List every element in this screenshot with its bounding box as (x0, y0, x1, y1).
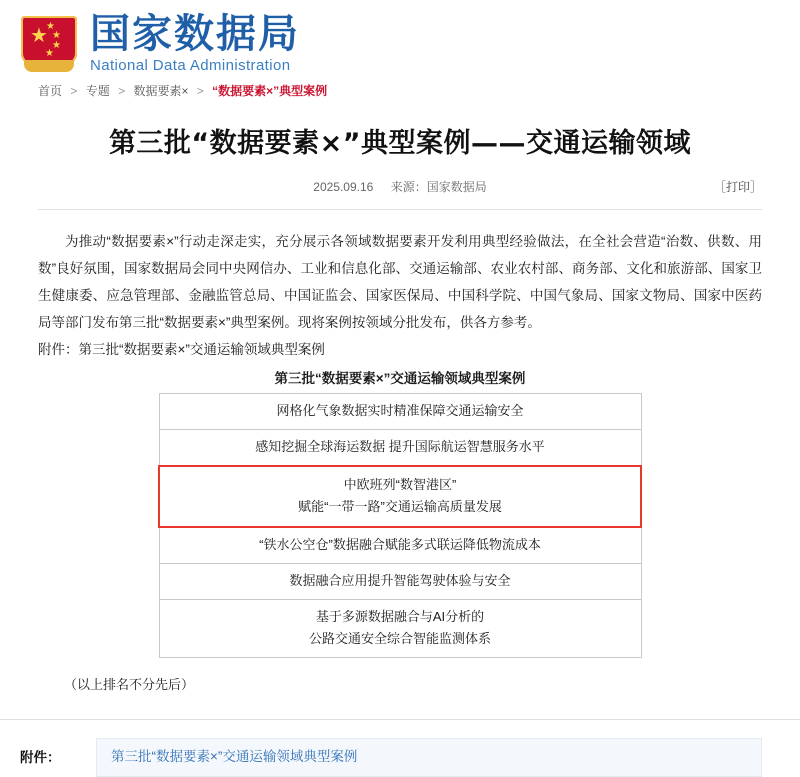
table-cell-case-6 (159, 599, 641, 658)
table-row (159, 394, 641, 430)
table-row (159, 563, 641, 599)
attachment-file[interactable] (96, 738, 762, 777)
article (0, 121, 800, 693)
table-cell-case-3-line-1: 中欧班列“数智港区” (343, 476, 457, 492)
table-cell-case-3 (159, 466, 641, 528)
site-name-en: National Data Administration (90, 56, 291, 74)
header-divider (38, 209, 762, 210)
breadcrumb-item-topic[interactable]: 专题 (85, 84, 110, 98)
breadcrumb (0, 78, 800, 107)
site-brand (90, 10, 300, 74)
breadcrumb-separator: > (118, 84, 126, 98)
article-body (38, 228, 762, 363)
table-cell-case-2: 感知挖掘全球海运数据 提升国际航运智慧服务水平 (159, 429, 641, 465)
article-paragraph: 为推动“数据要素×”行动走深走实，充分展示各领域数据要素开发利用典型经验做法，在全社会营造“治数、供数、用数”良好氛围，国家数据局会同中央网信办、工业和信息化部、交通运输部、农业农村部、商务部、文化和旅游部、国家卫生健康委、应急管理部、金融监管总局、中国证监会、国家医保局、中国科学院、中国气象局、国家文物局、国家中医药局等部门发布第三批“数据要素×”典型案例。现将案例按领域分批发布，供各方参考。 (38, 234, 762, 330)
table-row (159, 599, 641, 658)
article-meta (38, 178, 762, 195)
breadcrumb-item-home[interactable]: 首页 (38, 84, 63, 98)
print-button[interactable]: ［打印］ (713, 180, 762, 194)
table-row (159, 527, 641, 563)
table-row (159, 429, 641, 465)
publish-date: 2025.09.16 (313, 180, 374, 194)
article-source: 来源：国家数据局 (390, 180, 487, 194)
table-cell-case-5: 数据融合应用提升智能驾驶体验与安全 (159, 563, 641, 599)
attachment-label: 附件： (20, 750, 61, 765)
breadcrumb-separator: > (196, 84, 204, 98)
article-attachment-line: 附件：第三批“数据要素×”交通运输领域典型案例 (38, 342, 325, 357)
national-emblem-icon: ★ ★ ★ ★ ★ (18, 12, 80, 74)
attachment-file-link[interactable]: 第三批“数据要素×”交通运输领域典型案例 (111, 749, 358, 764)
attachment-section (0, 720, 800, 777)
table-row-highlighted (159, 466, 641, 528)
table-cell-case-1: 网格化气象数据实时精准保障交通运输安全 (159, 394, 641, 430)
table-cell-case-6-line-1: 基于多源数据融合与AI分析的 (315, 608, 485, 624)
table-cell-case-6-line-2: 公路交通安全综合智能监测体系 (308, 631, 491, 647)
breadcrumb-item-data-element[interactable]: 数据要素× (133, 84, 189, 98)
page-title: 第三批“数据要素×”典型案例——交通运输领域 (108, 128, 692, 159)
site-header (0, 0, 800, 78)
case-table (158, 393, 642, 658)
table-caption: 第三批“数据要素×”交通运输领域典型案例 (274, 371, 526, 386)
table-cell-case-4: “铁水公空仓”数据融合赋能多式联运降低物流成本 (159, 527, 641, 563)
table-cell-case-3-line-2: 赋能“一带一路”交通运输高质量发展 (298, 499, 502, 515)
site-name-cn: 国家数据局 (90, 10, 300, 57)
breadcrumb-separator: > (70, 84, 78, 98)
breadcrumb-item-current: “数据要素×”典型案例 (212, 84, 328, 98)
table-note: （以上排名不分先后） (64, 677, 195, 692)
